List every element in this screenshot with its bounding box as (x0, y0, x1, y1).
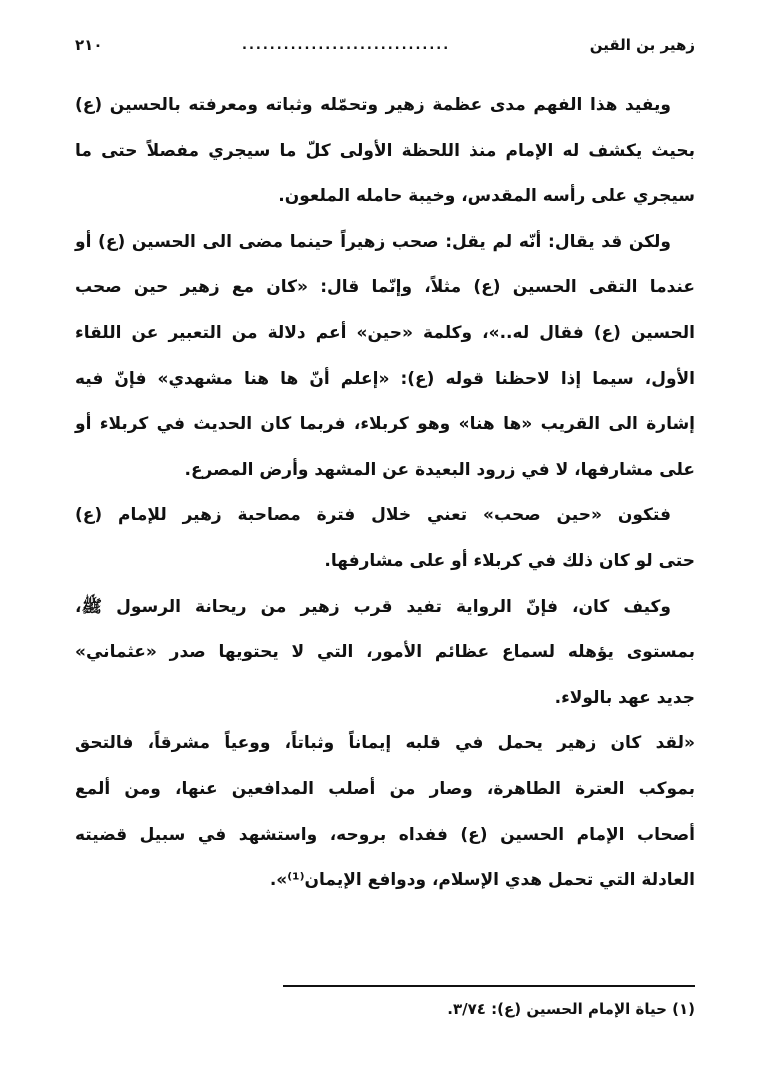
text-line: عندما التقى الحسين (ع) مثلاً، وإنّما قال: «كان مع زهير حين صحب (75, 277, 695, 298)
text-line: الحسين (ع) فقال له..»، وكلمة «حين» أعم دلالة من التعبير عن اللقاء (75, 322, 695, 343)
text-line: حتى لو كان ذلك في كربلاء أو على مشارفها. (324, 550, 695, 571)
text-line: العادلة التي تحمل هدي الإسلام، ودوافع الإيمان⁽¹⁾». (269, 870, 695, 891)
running-header (75, 30, 695, 60)
text-line: أصحاب الإمام الحسين (ع) ففداه بروحه، واستشهد في سبيل قضيته (75, 824, 695, 845)
text-line: وكيف كان، فإنّ الرواية تفيد قرب زهير من ريحانة الرسول ﷺ، (75, 596, 671, 617)
text-line: «لقد كان زهير يحمل في قلبه إيماناً وثباتاً، ووعياً مشرقاً، فالتحق (75, 733, 695, 754)
text-line: بموكب العترة الطاهرة، وصار من أصلب المدافعين عنها، ومن ألمع (75, 778, 695, 799)
footnote: (١) حياة الإمام الحسين (ع): ٣/٧٤. (447, 1000, 695, 1018)
text-line: بمستوى يؤهله لسماع عظائم الأمور، التي لا يحتويها صدر «عثماني» (75, 642, 695, 663)
text-line: إشارة الى القريب «ها هنا» وهو كربلاء، فربما كان الحديث في كربلاء أو (75, 414, 695, 435)
text-line: ويفيد هذا الفهم مدى عظمة زهير وتحمّله وثباته ومعرفته بالحسين (ع) (75, 95, 671, 115)
text-line: ولكن قد يقال: أنّه لم يقل: صحب زهيراً حينما مضى الى الحسين (ع) أو (75, 231, 671, 252)
body-text (75, 83, 695, 904)
footnote-divider (283, 985, 695, 987)
running-title: زهير بن القين (589, 36, 695, 54)
text-line: على مشارفها، لا في زرود البعيدة عن المشهد وأرض المصرع. (184, 459, 695, 480)
leader-dots: .............................. (242, 37, 451, 53)
text-line: الأول، سيما إذا لاحظنا قوله (ع): «إعلم أنّ ها هنا مشهدي» فإنّ فيه (75, 368, 695, 389)
page-number: ٢١٠ (75, 36, 103, 54)
text-line: سيجري على رأسه المقدس، وخيبة حامله الملعون. (278, 186, 695, 207)
text-line: فتكون «حين صحب» تعني خلال فترة مصاحبة زهير للإمام (ع) (75, 505, 671, 526)
text-line: بحيث يكشف له الإمام منذ اللحظة الأولى كلّ ما سيجري مفصلاً حتى ما (75, 140, 695, 161)
text-line: جديد عهد بالولاء. (554, 687, 695, 708)
